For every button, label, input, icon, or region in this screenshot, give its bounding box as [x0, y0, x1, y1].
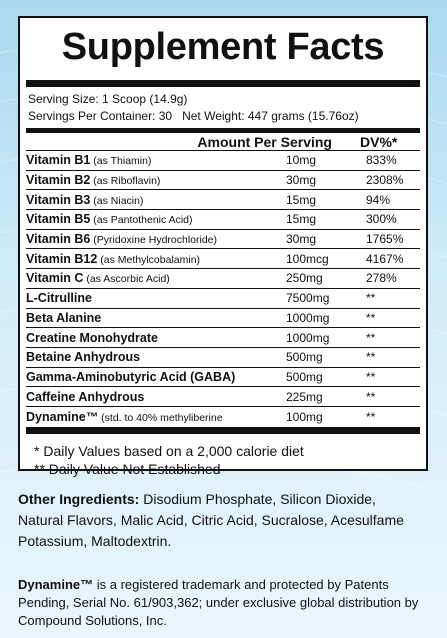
nutrient-amount: 15mg — [286, 192, 317, 207]
nutrient-dv: 2308% — [366, 173, 404, 188]
nutrient-name: Creatine Monohydrate — [26, 330, 158, 345]
nutrient-name: Gamma-Aminobutyric Acid (GABA) — [26, 369, 236, 384]
nutrient-dv: 300% — [366, 212, 397, 227]
nutrient-name: Beta Alanine — [26, 310, 102, 325]
nutrient-dv: ** — [366, 291, 376, 306]
nutrient-name-cell — [26, 232, 276, 246]
nutrient-source: (as Thiamin) — [90, 155, 152, 168]
nutrient-amount: 500mg — [286, 350, 323, 365]
table-row — [26, 230, 420, 250]
nutrient-name-cell — [26, 291, 276, 305]
nutrient-amount: 10mg — [286, 153, 317, 168]
table-row — [26, 289, 420, 309]
footnotes — [20, 434, 426, 478]
table-row — [26, 269, 420, 289]
nutrient-amount: 15mg — [286, 212, 317, 227]
table-row — [26, 190, 420, 210]
header-amount: Amount Per Serving — [197, 133, 332, 150]
other-ingredients — [18, 489, 418, 552]
nutrient-dv: ** — [366, 350, 376, 365]
nutrient-amount: 30mg — [286, 173, 317, 188]
table-row — [26, 210, 420, 230]
table-row — [26, 387, 420, 407]
nutrient-amount: 7500mg — [286, 291, 330, 306]
nutrient-amount: 500mg — [286, 369, 323, 384]
panel-title: Supplement Facts — [61, 26, 385, 68]
nutrient-source: (Pyridoxine Hydrochloride) — [90, 234, 218, 247]
nutrient-name: Vitamin B5 — [26, 212, 91, 227]
nutrient-name-cell — [26, 350, 276, 364]
nutrient-dv: 94% — [366, 192, 391, 207]
servings-per-container: Servings Per Container: 30 Net Weight: 447 grams (15.76oz) — [28, 109, 359, 123]
serving-info — [20, 87, 426, 125]
trademark-text: is a registered trademark and protected by Patents Pending, Serial No. 61/903,362; under exclusive global distribution by Compound Solutions, Inc. — [18, 577, 419, 628]
table-row — [26, 249, 420, 269]
trademark-label: Dynamine™ — [18, 577, 94, 592]
nutrient-dv: ** — [366, 310, 376, 325]
trademark-notice — [18, 576, 438, 630]
nutrient-dv: ** — [366, 330, 376, 345]
nutrient-dv: ** — [366, 369, 376, 384]
nutrient-name: Vitamin B1 — [26, 153, 91, 168]
nutrient-dv: 278% — [366, 271, 397, 286]
title-divider — [26, 80, 420, 87]
table-row — [26, 348, 420, 368]
nutrient-amount: 1000mg — [286, 330, 330, 345]
footnote-daily-values: * Daily Values based on a 2,000 calorie diet — [34, 442, 304, 459]
nutrient-source: (std. to 40% methyliberine — [98, 411, 223, 424]
nutrient-name-cell — [26, 370, 276, 384]
nutrient-name: Vitamin B6 — [26, 232, 91, 247]
nutrient-name: Caffeine Anhydrous — [26, 389, 145, 404]
other-ingredients-text: Disodium Phosphate, Silicon Dioxide, Natural Flavors, Malic Acid, Citric Acid, Sucralose, Acesulfame Potassium, Maltodextrin. — [18, 491, 404, 549]
table-row — [26, 407, 420, 427]
table-row — [26, 171, 420, 191]
nutrient-name-cell — [26, 252, 276, 266]
nutrient-amount: 100mg — [286, 409, 323, 424]
nutrient-name-cell — [26, 271, 276, 285]
nutrient-source: (as Niacin) — [90, 194, 144, 207]
nutrient-source: (as Ascorbic Acid) — [83, 273, 170, 286]
supplement-facts-panel — [18, 16, 428, 477]
serving-size: Serving Size: 1 Scoop (14.9g) — [28, 92, 188, 106]
table-row — [26, 368, 420, 388]
nutrient-name: Dynamine™ — [26, 409, 99, 424]
header-dv: DV%* — [360, 133, 398, 150]
nutrient-name: Vitamin C — [26, 271, 84, 286]
nutrient-amount: 250mg — [286, 271, 323, 286]
nutrient-name-cell — [26, 212, 276, 226]
table-header — [26, 133, 420, 151]
nutrient-name: Vitamin B3 — [26, 192, 91, 207]
nutrient-name: Betaine Anhydrous — [26, 350, 141, 365]
nutrient-name: Vitamin B2 — [26, 173, 91, 188]
nutrient-amount: 100mcg — [286, 251, 329, 266]
nutrient-name-cell — [26, 193, 276, 207]
nutrient-source: (as Methylcobalamin) — [97, 253, 201, 266]
nutrient-name-cell — [26, 390, 276, 404]
nutrient-dv: 833% — [366, 153, 397, 168]
nutrient-dv: 1765% — [366, 232, 404, 247]
table-row — [26, 309, 420, 329]
table-row — [26, 328, 420, 348]
nutrient-source: (as Riboflavin) — [90, 175, 161, 188]
bottom-divider — [26, 427, 420, 434]
nutrient-name-cell — [26, 173, 276, 187]
nutrient-amount: 30mg — [286, 232, 317, 247]
nutrient-name-cell — [26, 331, 276, 345]
nutrient-amount: 1000mg — [286, 310, 330, 325]
nutrient-dv: 4167% — [366, 251, 404, 266]
nutrient-dv: ** — [366, 409, 376, 424]
nutrient-amount: 225mg — [286, 389, 323, 404]
table-row — [26, 151, 420, 171]
other-ingredients-label: Other Ingredients: — [18, 491, 140, 507]
nutrient-dv: ** — [366, 389, 376, 404]
nutrient-name: L-Citrulline — [26, 291, 92, 306]
nutrient-source: (as Pantothenic Acid) — [90, 214, 193, 227]
nutrient-name: Vitamin B12 — [26, 251, 98, 266]
nutrient-rows — [26, 151, 420, 427]
nutrient-name-cell — [26, 153, 276, 167]
nutrient-name-cell — [26, 311, 276, 325]
footnote-not-established: ** Daily Value Not Established — [34, 460, 221, 477]
nutrient-name-cell — [26, 410, 276, 424]
